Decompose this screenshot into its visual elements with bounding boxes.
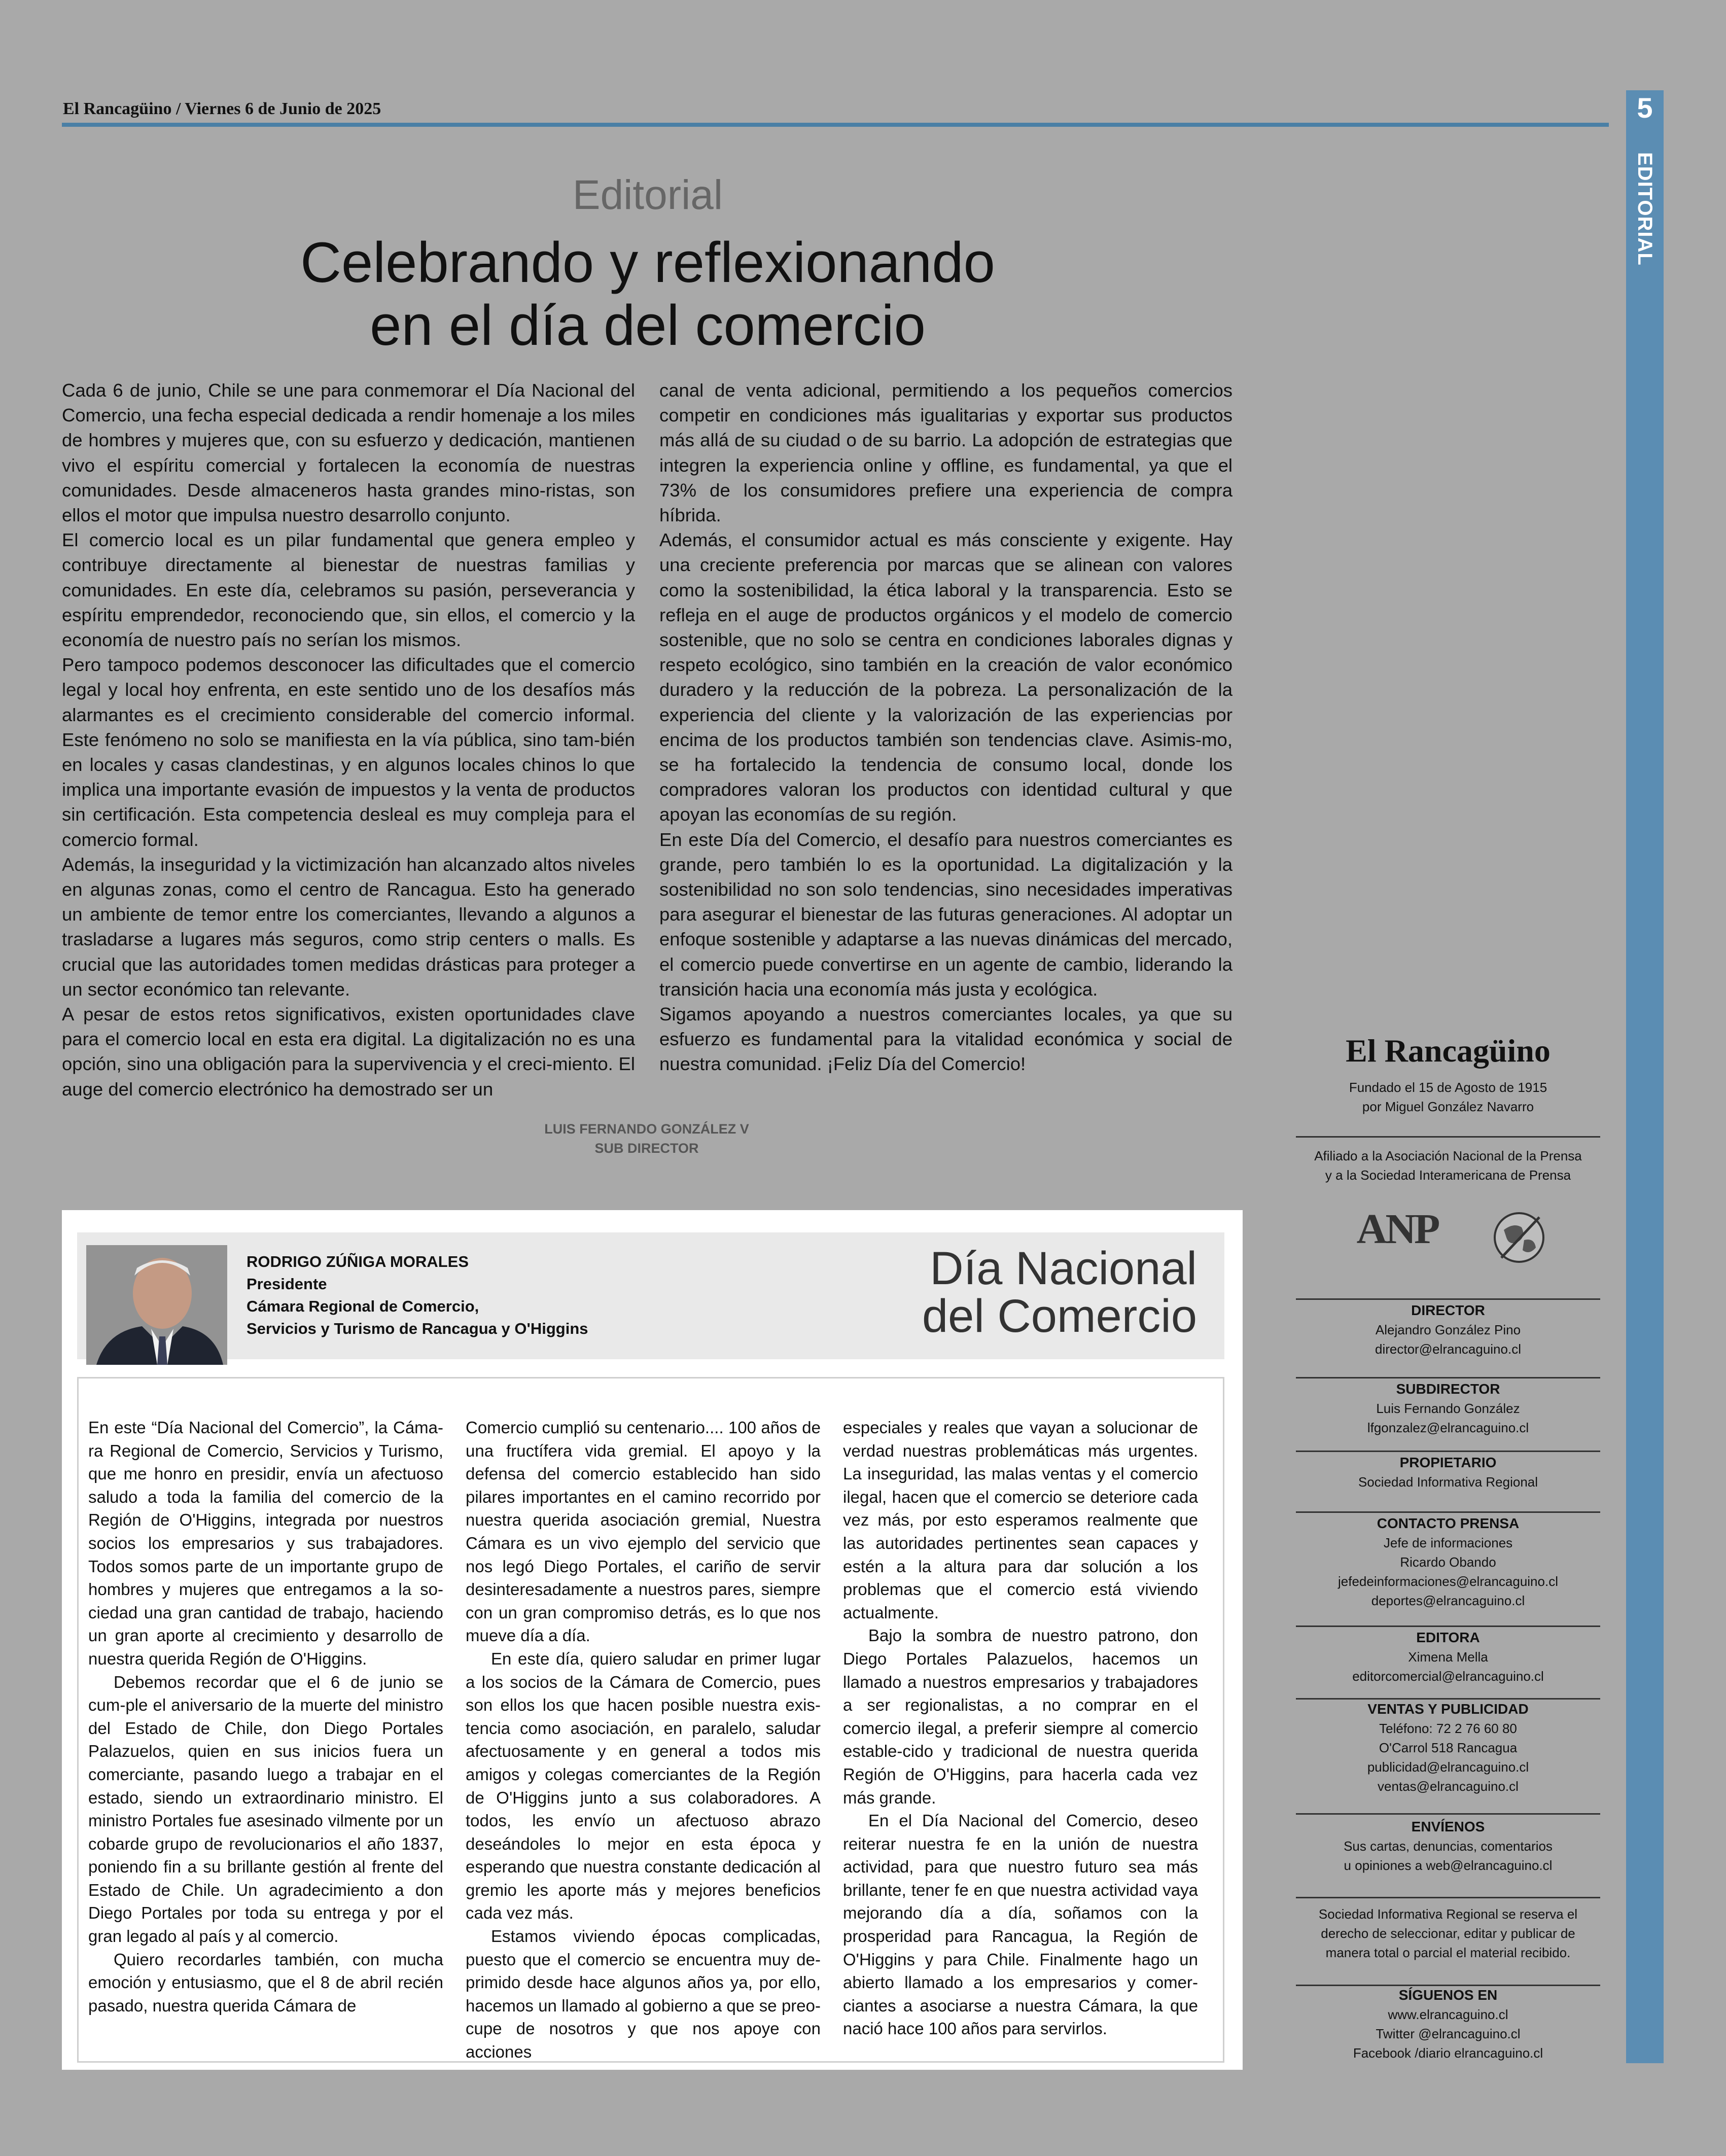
masthead <box>1296 1022 1600 2067</box>
sales-email[interactable]: ventas@elrancaguino.cl <box>1378 1779 1519 1794</box>
website-link[interactable]: www.elrancaguino.cl <box>1388 2007 1508 2022</box>
paragraph: canal de venta adicional, permitiendo a los pequeños comercios competir en condiciones más igualitarias y exportar sus productos más allá de su ciudad o de su barrio. La adopción de estrategias que integren la experiencia online y offline, es fundamental, ya que el 73% de los consumidores prefiere una experiencia de compra híbrida. <box>659 380 1232 526</box>
editorial-column-1 <box>62 378 635 1102</box>
paragraph: En el Día Nacional del Comercio, deseo reiterar nuestra fe en la unión de nuestra actividad, para que nuestro futuro sea más brillante, tener fe en que nuestra actividad vaya mejorando día a día, soñamos con la prosperidad para Rancagua, la Región de O'Higgins y para Chile. Finalmente hago un abierto llamado a los empresarios y comer-ciantes a asociarse a nuestra Cámara, la que nació hace 100 años para servirlos. <box>843 1811 1198 2038</box>
author-role: Presidente <box>246 1275 327 1293</box>
masthead-title: El Rancagüino <box>1346 1033 1551 1069</box>
send-block <box>1296 1817 1600 1875</box>
paragraph: En este día, quiero saludar en primer lugar a los socios de la Cámara de Comercio, pues son ellos los que hacen posible nuestra exis-tencia como asociación, en paralelo, saludar afectuosamente y en general a todos mis amigos y colegas comerciantes de la Región de O'Higgins junto a sus colaboradores. A todos, les envío un afectuoso abrazo deseándoles lo mejor en esta época y esperando que nuestra constante dedicación al gremio les aporte más y mejores beneficios cada vez más. <box>466 1649 821 1923</box>
author-name: RODRIGO ZÚÑIGA MORALES <box>246 1253 469 1270</box>
twitter-link[interactable]: Twitter @elrancaguino.cl <box>1376 2026 1521 2041</box>
editorial-column-2 <box>659 378 1232 1077</box>
box-column-1 <box>88 1416 443 2017</box>
paragraph: Además, el consumidor actual es más consciente y exigente. Hay una creciente preferencia por marcas que se alinean con valores como la sostenibilidad, la ética laboral y la transparencia. Esto se refleja en el auge de productos orgánicos y el modelo de comercio sostenible, que no solo se centra en condiciones laborales dignas y respeto ecológico, sino también en la creación de valor económico duradero y la reducción de la pobreza. La personalización de la experiencia del cliente y la valorización de las experiencias por encima de los productos también son tendencias clave. Asimis-mo, se ha fortalecido la tendencia de consumo local, donde los compradores valoran los productos con identidad cultural y que apoyan las economías de su región. <box>659 529 1232 825</box>
rule <box>1296 1625 1600 1627</box>
page-number: 5 <box>1637 92 1653 124</box>
director-email[interactable]: director@elrancaguino.cl <box>1375 1341 1521 1357</box>
masthead-affiliation <box>1296 1146 1600 1185</box>
owner-name: Sociedad Informativa Regional <box>1358 1474 1538 1490</box>
send-line: u opiniones a web@elrancaguino.cl <box>1344 1858 1553 1873</box>
affiliation-line: Afiliado a la Asociación Nacional de la Prensa <box>1314 1148 1582 1163</box>
sports-email[interactable]: deportes@elrancaguino.cl <box>1371 1593 1525 1608</box>
editorial-byline <box>527 1119 766 1158</box>
director-name: Alejandro González Pino <box>1375 1322 1521 1337</box>
rule <box>1296 1813 1600 1815</box>
director-block <box>1296 1301 1600 1359</box>
paragraph: En este Día del Comercio, el desafío para nuestros comerciantes es grande, pero también lo es la oportunidad. La digitalización y la sostenibilidad no son solo tendencias, sino necesidades imperativas para asegurar el bienestar de las futuras generaciones. Al adoptar un enfoque sostenible y adaptarse a las nuevas dinámicas del mercado, el comercio puede convertirse en un agente de cambio, liderando la transición hacia una economía más justa y ecológica. <box>659 829 1232 1000</box>
page-header: El Rancagüino / Viernes 6 de Junio de 2025 <box>63 99 381 118</box>
paragraph: Quiero recordarles también, con mucha emoción y entusiasmo, que el 8 de abril recién pasado, nuestra querida Cámara de <box>88 1950 443 2015</box>
globe-icon <box>1491 1210 1547 1265</box>
paragraph: Bajo la sombra de nuestro patrono, don Diego Portales Palazuelos, hacemos un llamado a nuestros empresarios y trabajadores a ser regionalistas, a no comprar en el comercio ilegal, a preferir siempre al comercio estable-cido y tradicional de nuestra querida Región de O'Higgins, para hacerla cada vez más grande. <box>843 1626 1198 1807</box>
follow-block <box>1296 1986 1600 2063</box>
section-side-label: EDITORIAL <box>1634 152 1656 266</box>
box-column-3 <box>843 1416 1198 2040</box>
founded-line: por Miguel González Navarro <box>1362 1099 1534 1114</box>
header-date: Viernes 6 de Junio de 2025 <box>185 99 381 118</box>
anp-logo: ANP <box>1356 1206 1438 1253</box>
headline-line-2: en el día del comercio <box>370 294 926 357</box>
rule <box>1296 1511 1600 1513</box>
editor-email[interactable]: editorcomercial@elrancaguino.cl <box>1352 1669 1544 1684</box>
header-paper: El Rancagüino <box>63 99 172 118</box>
section-title: Editorial <box>572 172 723 218</box>
send-heading: ENVÍENOS <box>1411 1819 1485 1834</box>
press-heading: CONTACTO PRENSA <box>1377 1515 1520 1531</box>
box-title-line-2: del Comercio <box>922 1290 1197 1342</box>
sales-heading: VENTAS Y PUBLICIDAD <box>1367 1701 1529 1717</box>
paragraph: En este “Día Nacional del Comercio”, la Cáma-ra Regional de Comercio, Servicios y Turismo, que me honro en presidir, envía un afectuoso saludo a toda la familia del comercio de la Región de O'Higgins, integrada por nuestros socios los empresarios y sus trabajadores. Todos somos parte de un importante grupo de hombres y mujeres que entregamos a la so-ciedad una gran cantidad de trabajo, haciendo un gran aporte al crecimiento y desarrollo de nuestra querida Región de O'Higgins. <box>88 1418 443 1668</box>
paragraph: Comercio cumplió su centenario.... 100 años de una fructífera vida gremial. El apoyo y la defensa del comercio establecido han sido pilares importantes en el camino recorrido por nuestra querida asociación gremial, Nuestra Cámara es un vivo ejemplo del servicio que nos legó Diego Portales, el cariño de servir desinteresadamente a nuestros pares, siempre con un gran compromiso detrás, es lo que nos mueve día a día. <box>466 1418 821 1645</box>
rule <box>1296 1136 1600 1138</box>
paragraph: Debemos recordar que el 6 de junio se cum-ple el aniversario de la muerte del ministro del Estado de Chile, don Diego Portales Palazuelos, quien en sus inicios fuera un comerciante, pasando luego a trabajar en el estado, siendo un extraordinario ministro. El ministro Portales fue asesinado vilmente por un cobarde grupo de revolucionarios el año 1837, poniendo fin a su brillante gestión al frente del Estado de Chile. Un agradecimiento a don Diego Portales por toda su entrega y por el gran legado al país y al comercio. <box>88 1672 443 1946</box>
rule <box>1296 1451 1600 1452</box>
author-portrait-image <box>86 1245 227 1365</box>
subdirector-block <box>1296 1380 1600 1437</box>
box-title <box>883 1245 1197 1340</box>
subdirector-heading: SUBDIRECTOR <box>1396 1381 1500 1397</box>
press-line: Jefe de informaciones <box>1383 1535 1513 1550</box>
rule <box>1296 1298 1600 1300</box>
box-column-2 <box>466 1416 821 2064</box>
follow-heading: SÍGUENOS EN <box>1398 1987 1498 2003</box>
owner-heading: PROPIETARIO <box>1399 1455 1497 1470</box>
rights-line: manera total o parcial el material recibido. <box>1325 1945 1571 1960</box>
sales-address: O'Carrol 518 Rancagua <box>1379 1740 1518 1755</box>
rule <box>1296 1377 1600 1379</box>
rights-line: Sociedad Informativa Regional se reserva el <box>1318 1906 1578 1922</box>
sales-block <box>1296 1700 1600 1796</box>
rights-line: derecho de seleccionar, editar y publicar de <box>1321 1926 1575 1941</box>
founded-line: Fundado el 15 de Agosto de 1915 <box>1349 1080 1547 1095</box>
press-email[interactable]: jefedeinformaciones@elrancaguino.cl <box>1338 1574 1558 1589</box>
editor-block <box>1296 1628 1600 1686</box>
paragraph: El comercio local es un pilar fundamental que genera empleo y contribuye directamente al bienestar de nuestras familias y comunidades. En este día, celebramos su pasión, perseverancia y espíritu emprendedor, reconociendo que, sin ellos, el comercio y la economía de nuestro país no serían los mismos. <box>62 529 635 651</box>
masthead-founded <box>1296 1078 1600 1116</box>
headline-line-1: Celebrando y reflexionando <box>300 231 995 294</box>
paragraph: Además, la inseguridad y la victimización han alcanzado altos niveles en algunas zonas, como el centro de Rancagua. Esto ha generado un ambiente de temor entre los comerciantes, llevando a algunos a trasladarse a lugares más seguros, como strip centers o malls. Es crucial que las autoridades tomen medidas drásticas para proteger a un sector económico tan relevante. <box>62 854 635 1000</box>
section-side-bar <box>1626 90 1664 2063</box>
facebook-link[interactable]: Facebook /diario elrancaguino.cl <box>1353 2045 1543 2061</box>
paragraph: Estamos viviendo épocas complicadas, puesto que el comercio se encuentra muy de-primido desde hace algunos años ya, por ello, hacemos un llamado al gobierno a que se preo-cupe de nosotros y que nos apoye con acciones <box>466 1927 821 2062</box>
author-block <box>246 1251 588 1340</box>
press-line: Ricardo Obando <box>1400 1554 1496 1570</box>
send-line: Sus cartas, denuncias, comentarios <box>1344 1839 1553 1854</box>
byline-name: LUIS FERNANDO GONZÁLEZ V <box>544 1121 749 1137</box>
paragraph: A pesar de estos retos significativos, existen oportunidades clave para el comercio local en esta era digital. La digitalización no es una opción, sino una obligación para la supervivencia y el creci-miento. El auge del comercio electrónico ha demostrado ser un <box>62 1004 635 1100</box>
header-rule <box>62 123 1609 127</box>
author-photo <box>86 1245 227 1365</box>
editorial-headline <box>62 231 1234 357</box>
paragraph: especiales y reales que vayan a solucionar de verdad nuestras problemáticas más urgentes. La inseguridad, las malas ventas y el comercio ilegal, hacen que el comercio se deteriore cada vez más, por esto esperamos realmente que las autoridades pertinentes sean capaces y estén a la altura para dar solución a los problemas que el comercio está viviendo actualmente. <box>843 1418 1198 1622</box>
director-heading: DIRECTOR <box>1411 1302 1485 1318</box>
box-title-line-1: Día Nacional <box>930 1243 1197 1294</box>
author-org-2: Servicios y Turismo de Rancagua y O'Higgins <box>246 1320 588 1337</box>
subdirector-email[interactable]: lfgonzalez@elrancaguino.cl <box>1367 1420 1529 1435</box>
ads-email[interactable]: publicidad@elrancaguino.cl <box>1367 1759 1529 1775</box>
subdirector-name: Luis Fernando González <box>1376 1401 1520 1416</box>
press-contact-block <box>1296 1514 1600 1610</box>
paragraph: Cada 6 de junio, Chile se une para conmemorar el Día Nacional del Comercio, una fecha especial dedicada a rendir homenaje a los miles de hombres y mujeres que, con su esfuerzo y dedicación, mantienen vivo el espíritu comercial y fortalecen la economía de nuestras comunidades. Desde almaceneros hasta grandes mino-ristas, son ellos el motor que impulsa nuestro desarrollo conjunto. <box>62 380 635 526</box>
editor-name: Ximena Mella <box>1408 1649 1488 1665</box>
editor-heading: EDITORA <box>1416 1630 1480 1645</box>
paragraph: Sigamos apoyando a nuestros comerciantes locales, ya que su esfuerzo es fundamental para la vitalidad económica y social de nuestra comunidad. ¡Feliz Día del Comercio! <box>659 1004 1232 1075</box>
owner-block <box>1296 1453 1600 1492</box>
sales-phone: Teléfono: 72 2 76 60 80 <box>1379 1721 1517 1736</box>
rule <box>1296 1897 1600 1898</box>
author-org-1: Cámara Regional de Comercio, <box>246 1297 479 1315</box>
affiliation-line: y a la Sociedad Interamericana de Prensa <box>1325 1168 1571 1183</box>
paragraph: Pero tampoco podemos desconocer las dificultades que el comercio legal y local hoy enfrenta, en este sentido uno de los desafíos más alarmantes es el crecimiento considerable del comercio informal. Este fenómeno no solo se manifiesta en la vía pública, sino tam-bién en locales y casas clandestinas, y en algunos locales chinos lo que implica una importante evasión de impuestos y la venta de productos sin certificación. Esta competencia desleal es muy compleja para el comercio formal. <box>62 654 635 850</box>
rights-notice <box>1296 1904 1600 1962</box>
sip-globe-logo <box>1491 1210 1547 1265</box>
byline-role: SUB DIRECTOR <box>594 1141 699 1156</box>
